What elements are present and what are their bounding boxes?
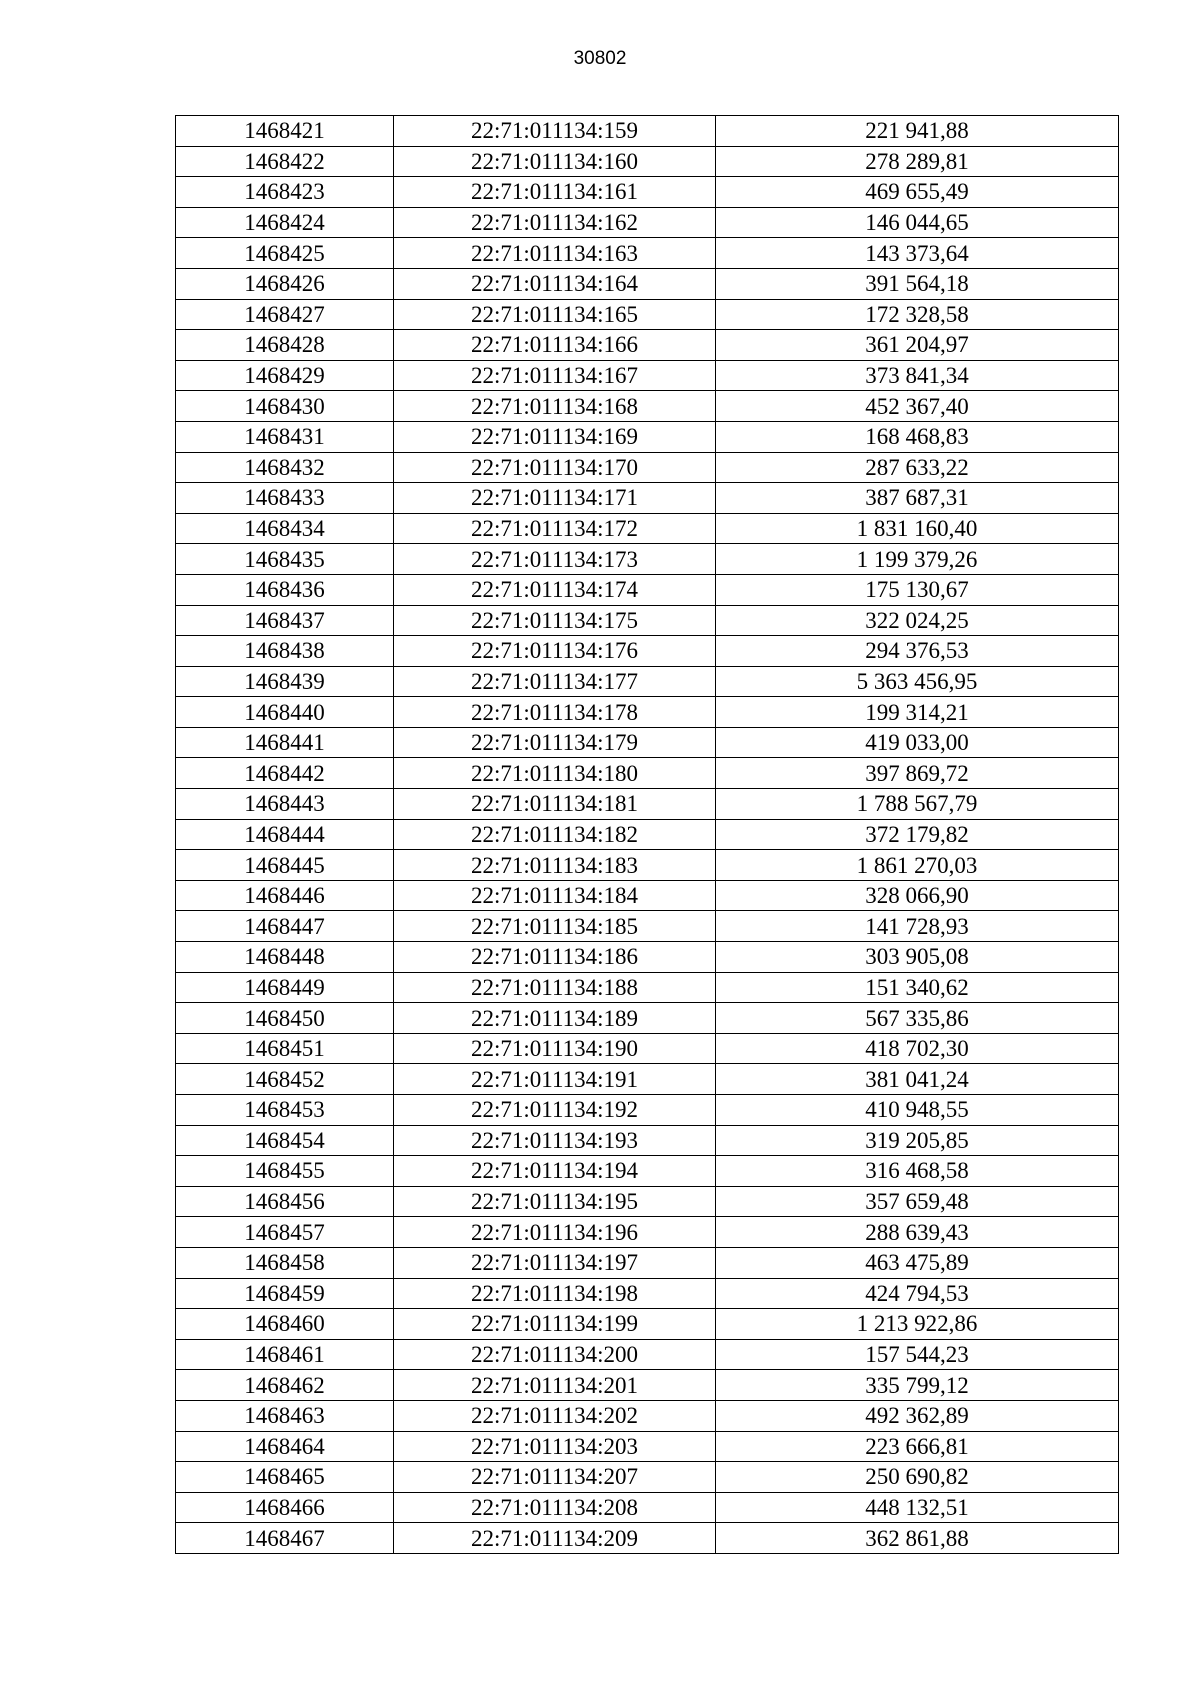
table-row: [176, 758, 1119, 789]
cadastral-number-cell: 22:71:011134:184: [394, 880, 716, 911]
table-row: [176, 1003, 1119, 1034]
record-number-cell: 1468467: [176, 1523, 394, 1554]
cadastral-number-cell: 22:71:011134:209: [394, 1523, 716, 1554]
value-cell: 373 841,34: [716, 360, 1119, 391]
record-number-cell: 1468444: [176, 819, 394, 850]
record-number-cell: 1468428: [176, 330, 394, 361]
cadastral-number-cell: 22:71:011134:200: [394, 1339, 716, 1370]
cadastral-number-cell: 22:71:011134:186: [394, 942, 716, 973]
cadastral-number-cell: 22:71:011134:165: [394, 299, 716, 330]
record-number-cell: 1468427: [176, 299, 394, 330]
record-number-cell: 1468442: [176, 758, 394, 789]
cadastral-number-cell: 22:71:011134:208: [394, 1492, 716, 1523]
cadastral-number-cell: 22:71:011134:193: [394, 1125, 716, 1156]
table-row: [176, 207, 1119, 238]
value-cell: 391 564,18: [716, 268, 1119, 299]
record-number-cell: 1468447: [176, 911, 394, 942]
cadastral-number-cell: 22:71:011134:173: [394, 544, 716, 575]
cadastral-number-cell: 22:71:011134:191: [394, 1064, 716, 1095]
table-row: [176, 299, 1119, 330]
page-number: 30802: [573, 48, 627, 69]
record-number-cell: 1468446: [176, 880, 394, 911]
record-number-cell: 1468431: [176, 421, 394, 452]
record-number-cell: 1468451: [176, 1033, 394, 1064]
record-number-cell: 1468426: [176, 268, 394, 299]
value-cell: 141 728,93: [716, 911, 1119, 942]
table-row: [176, 1095, 1119, 1126]
value-cell: 303 905,08: [716, 942, 1119, 973]
table-row: [176, 605, 1119, 636]
record-number-cell: 1468461: [176, 1339, 394, 1370]
table-row: [176, 880, 1119, 911]
value-cell: 361 204,97: [716, 330, 1119, 361]
value-cell: 419 033,00: [716, 727, 1119, 758]
value-cell: 278 289,81: [716, 146, 1119, 177]
cadastral-number-cell: 22:71:011134:175: [394, 605, 716, 636]
table-row: [176, 268, 1119, 299]
cadastral-number-cell: 22:71:011134:185: [394, 911, 716, 942]
cadastral-number-cell: 22:71:011134:207: [394, 1462, 716, 1493]
table-row: [176, 1064, 1119, 1095]
value-cell: 335 799,12: [716, 1370, 1119, 1401]
value-cell: 567 335,86: [716, 1003, 1119, 1034]
record-number-cell: 1468457: [176, 1217, 394, 1248]
record-number-cell: 1468423: [176, 177, 394, 208]
value-cell: 5 363 456,95: [716, 666, 1119, 697]
record-number-cell: 1468465: [176, 1462, 394, 1493]
table-row: [176, 238, 1119, 269]
record-number-cell: 1468438: [176, 636, 394, 667]
cadastral-number-cell: 22:71:011134:174: [394, 574, 716, 605]
table-row: [176, 666, 1119, 697]
record-number-cell: 1468445: [176, 850, 394, 881]
table-row: [176, 360, 1119, 391]
record-number-cell: 1468466: [176, 1492, 394, 1523]
value-cell: 1 788 567,79: [716, 789, 1119, 820]
cadastral-number-cell: 22:71:011134:201: [394, 1370, 716, 1401]
value-cell: 1 831 160,40: [716, 513, 1119, 544]
cadastral-number-cell: 22:71:011134:180: [394, 758, 716, 789]
cadastral-number-cell: 22:71:011134:194: [394, 1156, 716, 1187]
table-row: [176, 1247, 1119, 1278]
table-row: [176, 1309, 1119, 1340]
table-row: [176, 942, 1119, 973]
table-row: [176, 1125, 1119, 1156]
record-number-cell: 1468448: [176, 942, 394, 973]
table-row: [176, 1186, 1119, 1217]
cadastral-number-cell: 22:71:011134:170: [394, 452, 716, 483]
value-cell: 372 179,82: [716, 819, 1119, 850]
cadastral-number-cell: 22:71:011134:172: [394, 513, 716, 544]
value-cell: 157 544,23: [716, 1339, 1119, 1370]
value-cell: 362 861,88: [716, 1523, 1119, 1554]
value-cell: 397 869,72: [716, 758, 1119, 789]
value-cell: 250 690,82: [716, 1462, 1119, 1493]
cadastral-number-cell: 22:71:011134:183: [394, 850, 716, 881]
value-cell: 146 044,65: [716, 207, 1119, 238]
table-row: [176, 146, 1119, 177]
cadastral-number-cell: 22:71:011134:182: [394, 819, 716, 850]
record-number-cell: 1468435: [176, 544, 394, 575]
cadastral-number-cell: 22:71:011134:196: [394, 1217, 716, 1248]
value-cell: 452 367,40: [716, 391, 1119, 422]
record-number-cell: 1468452: [176, 1064, 394, 1095]
value-cell: 387 687,31: [716, 483, 1119, 514]
value-cell: 319 205,85: [716, 1125, 1119, 1156]
cadastral-number-cell: 22:71:011134:164: [394, 268, 716, 299]
table-row: [176, 452, 1119, 483]
table-row: [176, 391, 1119, 422]
table-body: [176, 116, 1119, 1554]
table-row: [176, 636, 1119, 667]
value-cell: 418 702,30: [716, 1033, 1119, 1064]
cadastral-number-cell: 22:71:011134:188: [394, 972, 716, 1003]
table-row: [176, 727, 1119, 758]
record-number-cell: 1468460: [176, 1309, 394, 1340]
record-number-cell: 1468449: [176, 972, 394, 1003]
record-number-cell: 1468424: [176, 207, 394, 238]
table-row: [176, 1217, 1119, 1248]
cadastral-number-cell: 22:71:011134:202: [394, 1400, 716, 1431]
value-cell: 492 362,89: [716, 1400, 1119, 1431]
table-row: [176, 1462, 1119, 1493]
value-cell: 151 340,62: [716, 972, 1119, 1003]
cadastral-number-cell: 22:71:011134:163: [394, 238, 716, 269]
cadastral-number-cell: 22:71:011134:181: [394, 789, 716, 820]
record-number-cell: 1468421: [176, 116, 394, 147]
record-number-cell: 1468439: [176, 666, 394, 697]
cadastral-number-cell: 22:71:011134:199: [394, 1309, 716, 1340]
cadastral-number-cell: 22:71:011134:179: [394, 727, 716, 758]
table-row: [176, 1033, 1119, 1064]
record-number-cell: 1468441: [176, 727, 394, 758]
value-cell: 1 213 922,86: [716, 1309, 1119, 1340]
value-cell: 223 666,81: [716, 1431, 1119, 1462]
cadastral-number-cell: 22:71:011134:166: [394, 330, 716, 361]
record-number-cell: 1468455: [176, 1156, 394, 1187]
table-row: [176, 1278, 1119, 1309]
record-number-cell: 1468450: [176, 1003, 394, 1034]
record-number-cell: 1468432: [176, 452, 394, 483]
cadastral-number-cell: 22:71:011134:167: [394, 360, 716, 391]
value-cell: 288 639,43: [716, 1217, 1119, 1248]
record-number-cell: 1468463: [176, 1400, 394, 1431]
record-number-cell: 1468440: [176, 697, 394, 728]
table-row: [176, 544, 1119, 575]
table-row: [176, 1492, 1119, 1523]
table-row: [176, 513, 1119, 544]
record-number-cell: 1468454: [176, 1125, 394, 1156]
value-cell: 316 468,58: [716, 1156, 1119, 1187]
record-number-cell: 1468458: [176, 1247, 394, 1278]
record-number-cell: 1468464: [176, 1431, 394, 1462]
value-cell: 357 659,48: [716, 1186, 1119, 1217]
cadastral-number-cell: 22:71:011134:178: [394, 697, 716, 728]
record-number-cell: 1468437: [176, 605, 394, 636]
value-cell: 424 794,53: [716, 1278, 1119, 1309]
cadastral-number-cell: 22:71:011134:169: [394, 421, 716, 452]
record-number-cell: 1468436: [176, 574, 394, 605]
record-number-cell: 1468422: [176, 146, 394, 177]
table-row: [176, 177, 1119, 208]
value-cell: 175 130,67: [716, 574, 1119, 605]
record-number-cell: 1468453: [176, 1095, 394, 1126]
table-row: [176, 1370, 1119, 1401]
value-cell: 199 314,21: [716, 697, 1119, 728]
cadastral-number-cell: 22:71:011134:197: [394, 1247, 716, 1278]
cadastral-number-cell: 22:71:011134:189: [394, 1003, 716, 1034]
value-cell: 410 948,55: [716, 1095, 1119, 1126]
data-table: [175, 115, 1119, 1554]
record-number-cell: 1468430: [176, 391, 394, 422]
record-number-cell: 1468443: [176, 789, 394, 820]
table-row: [176, 1523, 1119, 1554]
value-cell: 143 373,64: [716, 238, 1119, 269]
table-row: [176, 697, 1119, 728]
table-row: [176, 574, 1119, 605]
table-row: [176, 483, 1119, 514]
value-cell: 463 475,89: [716, 1247, 1119, 1278]
value-cell: 328 066,90: [716, 880, 1119, 911]
value-cell: 172 328,58: [716, 299, 1119, 330]
table-row: [176, 789, 1119, 820]
cadastral-number-cell: 22:71:011134:195: [394, 1186, 716, 1217]
table-row: [176, 116, 1119, 147]
cadastral-number-cell: 22:71:011134:190: [394, 1033, 716, 1064]
cadastral-number-cell: 22:71:011134:203: [394, 1431, 716, 1462]
table-row: [176, 330, 1119, 361]
table-row: [176, 972, 1119, 1003]
record-number-cell: 1468456: [176, 1186, 394, 1217]
value-cell: 168 468,83: [716, 421, 1119, 452]
cadastral-number-cell: 22:71:011134:168: [394, 391, 716, 422]
table-row: [176, 819, 1119, 850]
table-row: [176, 911, 1119, 942]
cadastral-number-cell: 22:71:011134:198: [394, 1278, 716, 1309]
cadastral-number-cell: 22:71:011134:160: [394, 146, 716, 177]
value-cell: 221 941,88: [716, 116, 1119, 147]
table-row: [176, 1431, 1119, 1462]
table-row: [176, 1339, 1119, 1370]
value-cell: 287 633,22: [716, 452, 1119, 483]
record-number-cell: 1468434: [176, 513, 394, 544]
value-cell: 448 132,51: [716, 1492, 1119, 1523]
cadastral-number-cell: 22:71:011134:192: [394, 1095, 716, 1126]
value-cell: 381 041,24: [716, 1064, 1119, 1095]
cadastral-number-cell: 22:71:011134:161: [394, 177, 716, 208]
table-row: [176, 1156, 1119, 1187]
record-number-cell: 1468429: [176, 360, 394, 391]
record-number-cell: 1468433: [176, 483, 394, 514]
record-number-cell: 1468459: [176, 1278, 394, 1309]
value-cell: 322 024,25: [716, 605, 1119, 636]
table-row: [176, 850, 1119, 881]
record-number-cell: 1468462: [176, 1370, 394, 1401]
cadastral-number-cell: 22:71:011134:177: [394, 666, 716, 697]
record-number-cell: 1468425: [176, 238, 394, 269]
cadastral-number-cell: 22:71:011134:176: [394, 636, 716, 667]
value-cell: 469 655,49: [716, 177, 1119, 208]
table-row: [176, 421, 1119, 452]
value-cell: 294 376,53: [716, 636, 1119, 667]
value-cell: 1 199 379,26: [716, 544, 1119, 575]
cadastral-number-cell: 22:71:011134:171: [394, 483, 716, 514]
value-cell: 1 861 270,03: [716, 850, 1119, 881]
cadastral-number-cell: 22:71:011134:159: [394, 116, 716, 147]
cadastral-number-cell: 22:71:011134:162: [394, 207, 716, 238]
table-row: [176, 1400, 1119, 1431]
